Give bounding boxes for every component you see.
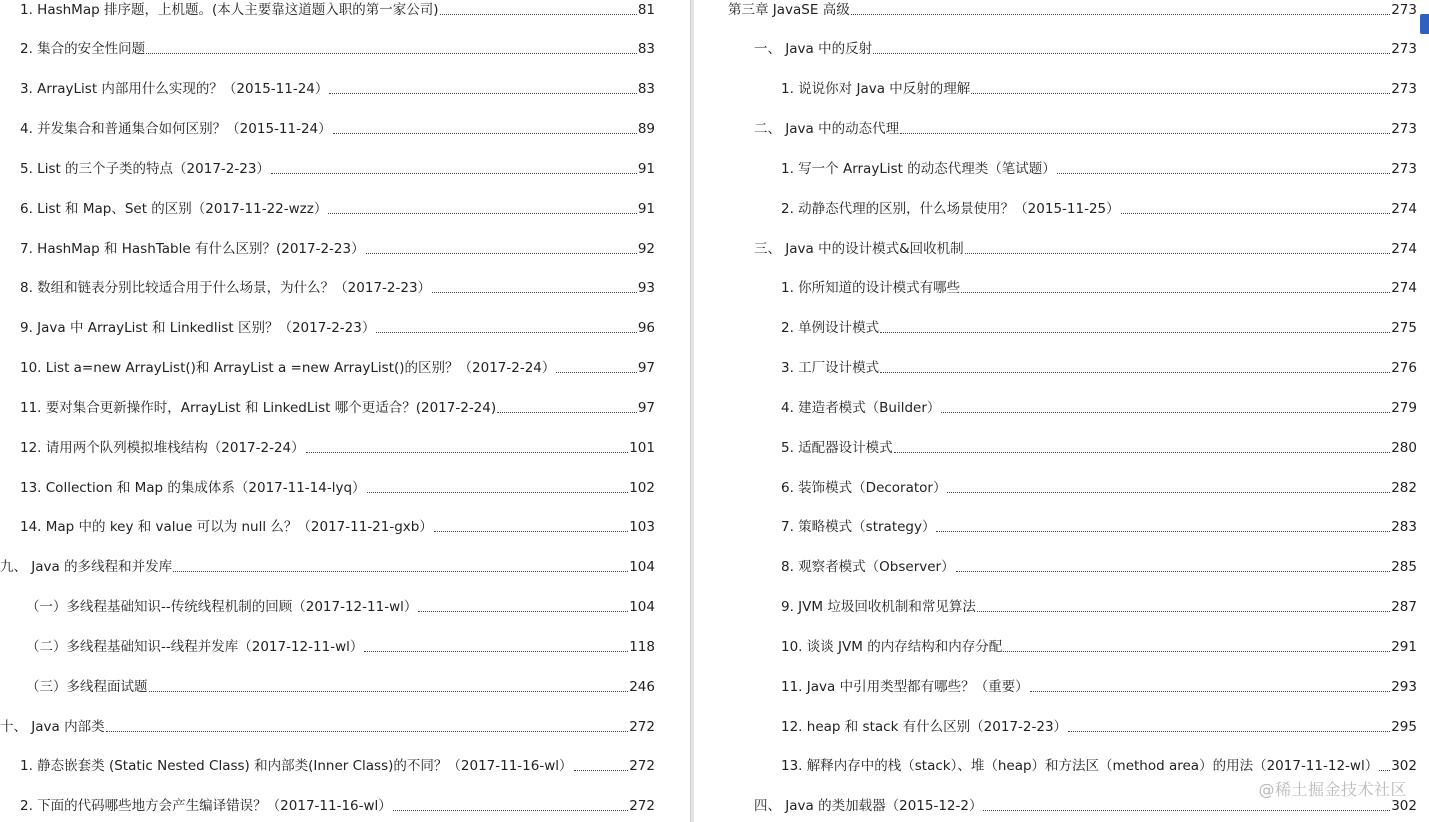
toc-entry[interactable] bbox=[781, 477, 1417, 499]
dot-leader bbox=[956, 570, 1391, 572]
toc-entry-title: 2. 下面的代码哪些地方会产生编译错误？（2017-11-16-wl） bbox=[20, 798, 392, 814]
dot-leader bbox=[173, 570, 628, 572]
toc-entry-title: 4. 并发集合和普通集合如何区别？（2015-11-24） bbox=[20, 121, 332, 137]
dot-leader bbox=[364, 650, 628, 652]
toc-entry[interactable] bbox=[20, 0, 655, 21]
toc-entry-page: 295 bbox=[1391, 719, 1417, 735]
toc-entry-title: 14. Map 中的 key 和 value 可以为 null 么？（2017-11-21-gxb） bbox=[20, 519, 433, 535]
toc-entry-page: 91 bbox=[637, 161, 655, 177]
watermark: @稀土掘金技术社区 bbox=[1258, 780, 1407, 799]
toc-entry-title: 6. 装饰模式（Decorator） bbox=[781, 480, 947, 496]
toc-chapter-entry[interactable] bbox=[728, 0, 1417, 21]
toc-entry-page: 272 bbox=[629, 758, 655, 774]
dot-leader bbox=[333, 132, 637, 134]
toc-entry-title: 8. 观察者模式（Observer） bbox=[781, 559, 955, 575]
toc-entry[interactable] bbox=[781, 516, 1417, 538]
toc-entry[interactable] bbox=[20, 437, 655, 459]
toc-entry-page: 83 bbox=[637, 81, 655, 97]
toc-entry-page: 275 bbox=[1391, 320, 1417, 336]
toc-entry[interactable] bbox=[20, 277, 655, 299]
toc-section-entry[interactable] bbox=[0, 716, 655, 738]
toc-entry[interactable] bbox=[20, 795, 655, 817]
toc-entry[interactable] bbox=[781, 198, 1417, 220]
toc-entry-title: 2. 动静态代理的区别，什么场景使用？（2015-11-25） bbox=[781, 201, 1120, 217]
toc-entry-page: 282 bbox=[1391, 480, 1417, 496]
toc-entry-title: 7. HashMap 和 HashTable 有什么区别？(2017-2-23） bbox=[20, 241, 365, 257]
toc-entry[interactable] bbox=[20, 317, 655, 339]
toc-entry-title: 6. List 和 Map、Set 的区别（2017-11-22-wzz） bbox=[20, 201, 328, 217]
toc-entry-title: 2. 集合的安全性问题 bbox=[20, 41, 146, 57]
toc-entry[interactable] bbox=[781, 716, 1417, 738]
toc-entry[interactable] bbox=[781, 277, 1417, 299]
toc-entry-page: 302 bbox=[1391, 798, 1417, 814]
toc-entry-page: 280 bbox=[1391, 440, 1417, 456]
dot-leader bbox=[440, 13, 637, 15]
dot-leader bbox=[1121, 212, 1391, 214]
toc-entry[interactable] bbox=[20, 78, 655, 100]
dot-leader bbox=[965, 252, 1391, 254]
toc-entry[interactable] bbox=[26, 676, 655, 698]
toc-page-left bbox=[0, 0, 690, 822]
toc-entry-page: 93 bbox=[637, 280, 655, 296]
toc-entry-title: 九、 Java 的多线程和并发库 bbox=[0, 559, 173, 575]
toc-entry-page: 272 bbox=[629, 719, 655, 735]
dot-leader bbox=[894, 451, 1391, 453]
toc-entry-page: 302 bbox=[1391, 758, 1417, 774]
edge-tab-icon[interactable] bbox=[1420, 14, 1429, 34]
toc-entry[interactable] bbox=[20, 38, 655, 60]
toc-section-entry[interactable] bbox=[754, 795, 1417, 817]
toc-entry-page: 274 bbox=[1391, 201, 1417, 217]
toc-entry[interactable] bbox=[781, 158, 1417, 180]
dot-leader bbox=[497, 411, 637, 413]
dot-leader bbox=[947, 491, 1390, 493]
toc-entry-page: 92 bbox=[637, 241, 655, 257]
toc-entry[interactable] bbox=[781, 317, 1417, 339]
toc-entry-page: 273 bbox=[1391, 2, 1417, 18]
toc-entry[interactable] bbox=[20, 198, 655, 220]
dot-leader bbox=[1030, 690, 1391, 692]
toc-entry-title: 1. 说说你对 Java 中反射的理解 bbox=[781, 81, 971, 97]
toc-entry-title: 13. 解释内存中的栈（stack）、堆（heap）和方法区（method area）的用法（2017-11-12-wl） bbox=[781, 758, 1379, 774]
toc-entry[interactable] bbox=[20, 158, 655, 180]
toc-entry[interactable] bbox=[20, 755, 655, 777]
dot-leader bbox=[146, 52, 637, 54]
toc-entry-title: 10. 谈谈 JVM 的内存结构和内存分配 bbox=[781, 639, 1003, 655]
toc-section-entry[interactable] bbox=[0, 556, 655, 578]
toc-entry[interactable] bbox=[781, 357, 1417, 379]
dot-leader bbox=[851, 13, 1391, 15]
toc-entry-page: 285 bbox=[1391, 559, 1417, 575]
dot-leader bbox=[149, 690, 629, 692]
toc-entry-title: 三、 Java 中的设计模式&回收机制 bbox=[754, 241, 964, 257]
toc-entry-title: 8. 数组和链表分别比较适合用于什么场景，为什么？（2017-2-23） bbox=[20, 280, 432, 296]
dot-leader bbox=[1057, 172, 1391, 174]
toc-entry-title: （二）多线程基础知识--线程并发库（2017-12-11-wl） bbox=[26, 639, 364, 655]
toc-entry-title: 第三章 JavaSE 高级 bbox=[728, 2, 850, 18]
toc-entry-title: 9. JVM 垃圾回收机制和常见算法 bbox=[781, 599, 976, 615]
toc-entry-page: 274 bbox=[1391, 241, 1417, 257]
toc-entry-title: 二、 Java 中的动态代理 bbox=[754, 121, 900, 137]
dot-leader bbox=[1003, 650, 1390, 652]
dot-leader bbox=[880, 331, 1390, 333]
toc-entry-page: 274 bbox=[1391, 280, 1417, 296]
toc-entry-page: 279 bbox=[1391, 400, 1417, 416]
toc-entry-title: 3. 工厂设计模式 bbox=[781, 360, 880, 376]
dot-leader bbox=[376, 331, 636, 333]
toc-entry[interactable] bbox=[20, 118, 655, 140]
dot-leader bbox=[271, 172, 637, 174]
toc-section-entry[interactable] bbox=[754, 238, 1417, 260]
toc-entry-page: 91 bbox=[637, 201, 655, 217]
dot-leader bbox=[941, 411, 1390, 413]
toc-entry-page: 293 bbox=[1391, 679, 1417, 695]
toc-section-entry[interactable] bbox=[754, 38, 1417, 60]
dot-leader bbox=[393, 809, 628, 811]
toc-entry-title: 11. 要对集合更新操作时，ArrayList 和 LinkedList 哪个更适合？(2017-2-24) bbox=[20, 400, 497, 416]
dot-leader bbox=[432, 291, 637, 293]
toc-entry[interactable] bbox=[781, 78, 1417, 100]
toc-entry-title: （三）多线程面试题 bbox=[26, 679, 148, 695]
toc-entry-page: 101 bbox=[629, 440, 655, 456]
dot-leader bbox=[556, 371, 636, 373]
dot-leader bbox=[1379, 769, 1390, 771]
dot-leader bbox=[306, 451, 629, 453]
toc-entry-page: 103 bbox=[629, 519, 655, 535]
dot-leader bbox=[434, 530, 628, 532]
toc-entry-title: 12. 请用两个队列模拟堆栈结构（2017-2-24） bbox=[20, 440, 305, 456]
toc-entry-title: 1. 写一个 ArrayList 的动态代理类（笔试题） bbox=[781, 161, 1056, 177]
toc-entry-page: 273 bbox=[1391, 41, 1417, 57]
toc-entry[interactable] bbox=[781, 437, 1417, 459]
toc-entry-title: 9. Java 中 ArrayList 和 Linkedlist 区别？（2017-2-23） bbox=[20, 320, 376, 336]
toc-entry-title: 3. ArrayList 内部用什么实现的？（2015-11-24） bbox=[20, 81, 329, 97]
toc-entry-page: 273 bbox=[1391, 161, 1417, 177]
toc-entry-title: 四、 Java 的类加载器（2015-12-2） bbox=[754, 798, 983, 814]
toc-entry-title: 十、 Java 内部类 bbox=[0, 719, 105, 735]
toc-entry-page: 97 bbox=[637, 400, 655, 416]
toc-entry-title: 7. 策略模式（strategy） bbox=[781, 519, 936, 535]
toc-entry-page: 273 bbox=[1391, 81, 1417, 97]
toc-entry-title: 10. List a=new ArrayList()和 ArrayList a =new ArrayList()的区别？（2017-2-24） bbox=[20, 360, 556, 376]
toc-entry-page: 246 bbox=[629, 679, 655, 695]
dot-leader bbox=[961, 291, 1390, 293]
toc-entry-title: 12. heap 和 stack 有什么区别（2017-2-23） bbox=[781, 719, 1068, 735]
toc-section-entry[interactable] bbox=[754, 118, 1417, 140]
dot-leader bbox=[329, 92, 636, 94]
toc-entry-page: 283 bbox=[1391, 519, 1417, 535]
dot-leader bbox=[1068, 730, 1390, 732]
dot-leader bbox=[366, 252, 637, 254]
dot-leader bbox=[367, 491, 629, 493]
dot-leader bbox=[418, 610, 628, 612]
toc-entry[interactable] bbox=[781, 676, 1417, 698]
toc-entry-page: 81 bbox=[637, 2, 655, 18]
dot-leader bbox=[328, 212, 636, 214]
toc-entry-page: 118 bbox=[629, 639, 655, 655]
dot-leader bbox=[880, 371, 1390, 373]
toc-entry[interactable] bbox=[20, 397, 655, 419]
toc-entry-page: 102 bbox=[629, 480, 655, 496]
toc-entry[interactable] bbox=[781, 755, 1417, 777]
toc-entry[interactable] bbox=[20, 357, 655, 379]
dot-leader bbox=[900, 132, 1390, 134]
toc-entry-page: 97 bbox=[637, 360, 655, 376]
toc-entry[interactable] bbox=[20, 238, 655, 260]
toc-entry-page: 104 bbox=[629, 599, 655, 615]
toc-entry[interactable] bbox=[781, 596, 1417, 618]
toc-entry-title: 5. List 的三个子类的特点（2017-2-23） bbox=[20, 161, 270, 177]
toc-entry-title: 1. 静态嵌套类 (Static Nested Class) 和内部类(Inner Class)的不同？（2017-11-16-wl） bbox=[20, 758, 573, 774]
toc-page-right bbox=[694, 0, 1429, 822]
toc-entry-page: 96 bbox=[637, 320, 655, 336]
toc-entry-page: 276 bbox=[1391, 360, 1417, 376]
toc-entry-page: 291 bbox=[1391, 639, 1417, 655]
toc-entry-title: 1. 你所知道的设计模式有哪些 bbox=[781, 280, 961, 296]
toc-entry-title: 13. Collection 和 Map 的集成体系（2017-11-14-lyq） bbox=[20, 480, 366, 496]
dot-leader bbox=[977, 610, 1390, 612]
toc-entry-page: 273 bbox=[1391, 121, 1417, 137]
toc-entry[interactable] bbox=[781, 556, 1417, 578]
toc-entry-title: （一）多线程基础知识--传统线程机制的回顾（2017-12-11-wl） bbox=[26, 599, 418, 615]
dot-leader bbox=[983, 809, 1390, 811]
dot-leader bbox=[971, 92, 1390, 94]
dot-leader bbox=[574, 769, 629, 771]
dot-leader bbox=[106, 730, 629, 732]
toc-entry-page: 104 bbox=[629, 559, 655, 575]
toc-entry-title: 5. 适配器设计模式 bbox=[781, 440, 893, 456]
toc-entry[interactable] bbox=[20, 516, 655, 538]
toc-entry-page: 287 bbox=[1391, 599, 1417, 615]
toc-entry-page: 89 bbox=[637, 121, 655, 137]
toc-entry[interactable] bbox=[781, 636, 1417, 658]
toc-entry-title: 一、 Java 中的反射 bbox=[754, 41, 873, 57]
dot-leader bbox=[873, 52, 1390, 54]
toc-entry-title: 1. HashMap 排序题，上机题。(本人主要靠这道题入职的第一家公司) bbox=[20, 2, 439, 18]
toc-entry[interactable] bbox=[781, 397, 1417, 419]
toc-entry-title: 11. Java 中引用类型都有哪些？（重要） bbox=[781, 679, 1029, 695]
toc-entry-page: 83 bbox=[637, 41, 655, 57]
toc-entry-title: 2. 单例设计模式 bbox=[781, 320, 880, 336]
dot-leader bbox=[936, 530, 1390, 532]
toc-entry-page: 272 bbox=[629, 798, 655, 814]
toc-entry[interactable] bbox=[20, 477, 655, 499]
toc-entry[interactable] bbox=[26, 596, 655, 618]
toc-entry[interactable] bbox=[26, 636, 655, 658]
toc-entry-title: 4. 建造者模式（Builder） bbox=[781, 400, 941, 416]
